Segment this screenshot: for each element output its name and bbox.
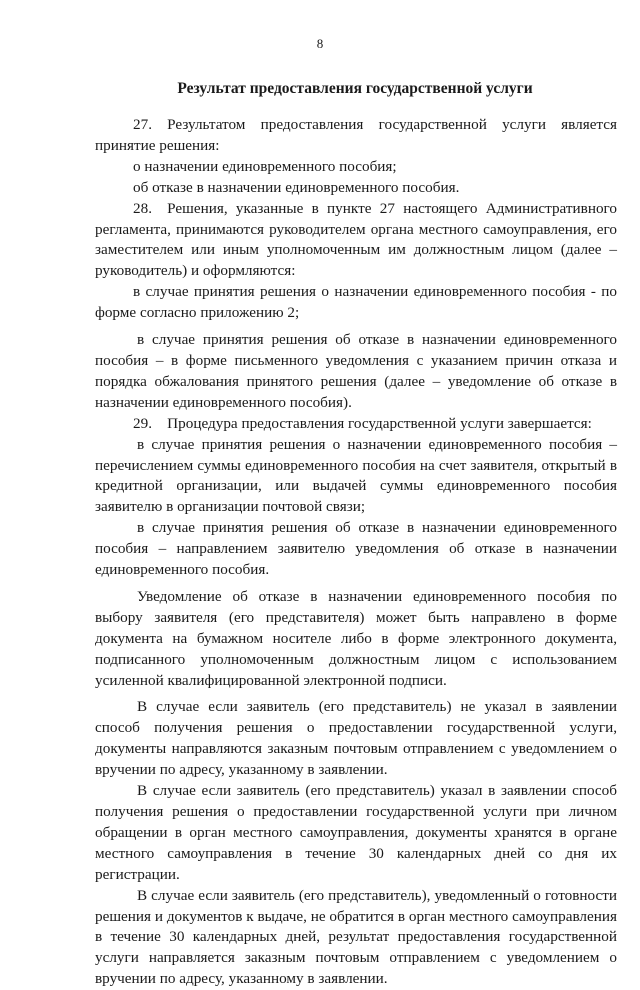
section-heading: Результат предоставления государственной услуги (177, 80, 533, 97)
paragraph-decision-refuse: в случае принятия решения об отказе в назначении единовременного пособия – в форме письменного уведомления с указанием причин отказа и порядка обжалования принятого решения (далее – уведомление об отказе в назначении единовременного пособия). (95, 331, 617, 411)
list-item-assign: о назначении единовременного пособия; (133, 157, 397, 175)
document-body (95, 115, 617, 990)
paragraph-decision-assign: в случае принятия решения о назначении единовременного пособия - по форме согласно приложению 2; (95, 283, 617, 322)
paragraph-27: 27. Результатом предоставления государственной услуги является принятие решения: (95, 116, 617, 154)
paragraph-completion-refuse: в случае принятия решения об отказе в назначении единовременного пособия – направлением заявителю уведомления об отказе в назначении единовременного пособия. (95, 519, 617, 579)
list-item-refuse: об отказе в назначении единовременного пособия. (133, 178, 460, 196)
paragraph-delivery-mail: В случае если заявитель (его представитель) не указал в заявлении способ получения решения о предоставлении государственной услуги, документы направляются заказным почтовым отправлением с уведомлением о вручении по адресу, указанному в заявлении. (95, 698, 617, 779)
paragraph-delivery-unclaimed: В случае если заявитель (его представитель), уведомленный о готовности решения и документов к выдаче, не обратится в орган местного самоуправления в течение 30 календарных дней, результат предоставления государственной услуги направляется заказным почтовым отправлением с уведомлением о вручении по адресу, указанному в заявлении. (95, 886, 617, 988)
paragraph-28: 28. Решения, указанные в пункте 27 настоящего Административного регламента, принимаются руководителем органа местного самоуправления, его заместителем или иным уполномоченным им должностным лицом (далее – руководитель) и оформляются: (95, 199, 617, 280)
page-number: 8 (316, 36, 324, 51)
paragraph-delivery-personal: В случае если заявитель (его представитель) указал в заявлении способ получения решения о предоставлении государственной услуги при личном обращении в орган местного самоуправления, документы хранятся в органе местного самоуправления в течение 30 календарных дней со дня их регистрации. (95, 782, 617, 883)
paragraph-notice-form: Уведомление об отказе в назначении единовременного пособия по выбору заявителя (его представителя) может быть направлено в форме документа на бумажном носителе либо в форме электронного документа, подписанного уполномоченным должностным лицом с использованием усиленной квалифицированной электронной подписи. (95, 587, 617, 689)
paragraph-completion-assign: в случае принятия решения о назначении единовременного пособия – перечислением суммы единовременного пособия на счет заявителя, открытый в кредитной организации, или выдачей суммы единовременного пособия заявителю в организации почтовой связи; (95, 435, 617, 516)
paragraph-29: 29. Процедура предоставления государственной услуги завершается: (133, 414, 592, 432)
